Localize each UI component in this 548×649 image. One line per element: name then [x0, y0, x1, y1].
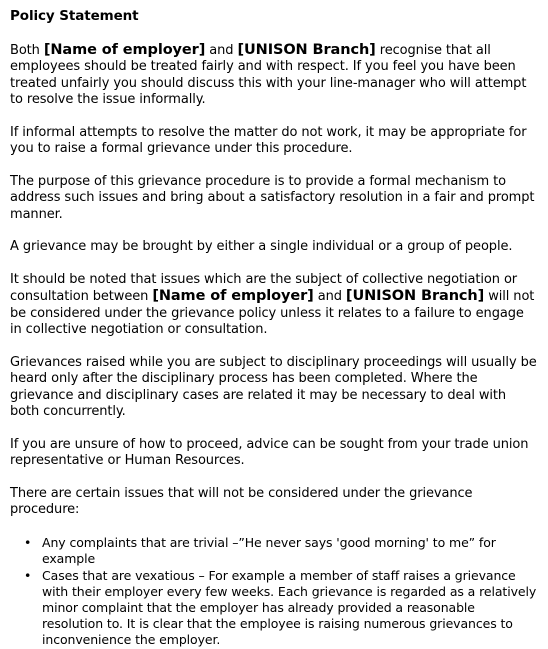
paragraph-exclusions: There are certain issues that will not be considered under the grievance procedure: [10, 485, 473, 517]
paragraph-intro [10, 42, 538, 109]
paragraph-collective [10, 272, 538, 339]
list-item-text: Cases that are vexatious – For example a member of staff raises a grievance with their employer every few weeks. Each grievance is regarded as a relatively minor complaint that the employer has already provided a reasonable resolution to. It is clear that the employee is raising numerous grievances to inconvenience the employer. [42, 567, 537, 647]
paragraph-collective-text-b: and [313, 289, 346, 304]
paragraph-collective-text-a: It should be noted that issues which are the subject of collective negotiation or consultation between [10, 271, 518, 304]
branch-placeholder: [UNISON Branch] [345, 288, 485, 304]
list-item [10, 568, 538, 648]
paragraph-disciplinary: Grievances raised while you are subject to disciplinary proceedings will usually be heard only after the disciplinary process has been completed. Where the grievance and disciplinary cases are related it may be necessary to deal with both concurrently. [10, 354, 537, 419]
section-title: Policy Statement [10, 8, 139, 24]
branch-placeholder: [UNISON Branch] [237, 41, 376, 58]
employer-placeholder: [Name of employer] [152, 288, 314, 304]
paragraph-intro-text-c: recognise that all employees should be treated fairly and with respect. If you feel you have been treated unfairly you should discuss this with your line-manager who will attempt to resolve the issue informally. [10, 42, 527, 107]
exclusions-list [10, 535, 538, 648]
list-item-text: Any complaints that are trivial –”He never says 'good morning' to me” for example [42, 534, 496, 566]
paragraph-formal: If informal attempts to resolve the matter do not work, it may be appropriate for you to raise a formal grievance under this procedure. [10, 124, 527, 156]
bullet-icon: • [24, 567, 32, 583]
paragraph-purpose: The purpose of this grievance procedure is to provide a formal mechanism to address such issues and bring about a satisfactory resolution in a fair and prompt manner. [10, 173, 535, 222]
bullet-icon: • [24, 534, 32, 550]
paragraph-advice: If you are unsure of how to proceed, advice can be sought from your trade union representative or Human Resources. [10, 436, 529, 468]
paragraph-who: A grievance may be brought by either a single individual or a group of people. [10, 239, 513, 254]
paragraph-intro-text-a: Both [10, 42, 44, 58]
paragraph-collective-text-c: will not be considered under the grievance policy unless it relates to a failure to engage in collective negotiation or consultation. [10, 289, 535, 337]
list-item [10, 535, 538, 567]
paragraph-intro-text-b: and [205, 42, 238, 58]
employer-placeholder: [Name of employer] [43, 41, 206, 58]
policy-document [10, 8, 538, 649]
